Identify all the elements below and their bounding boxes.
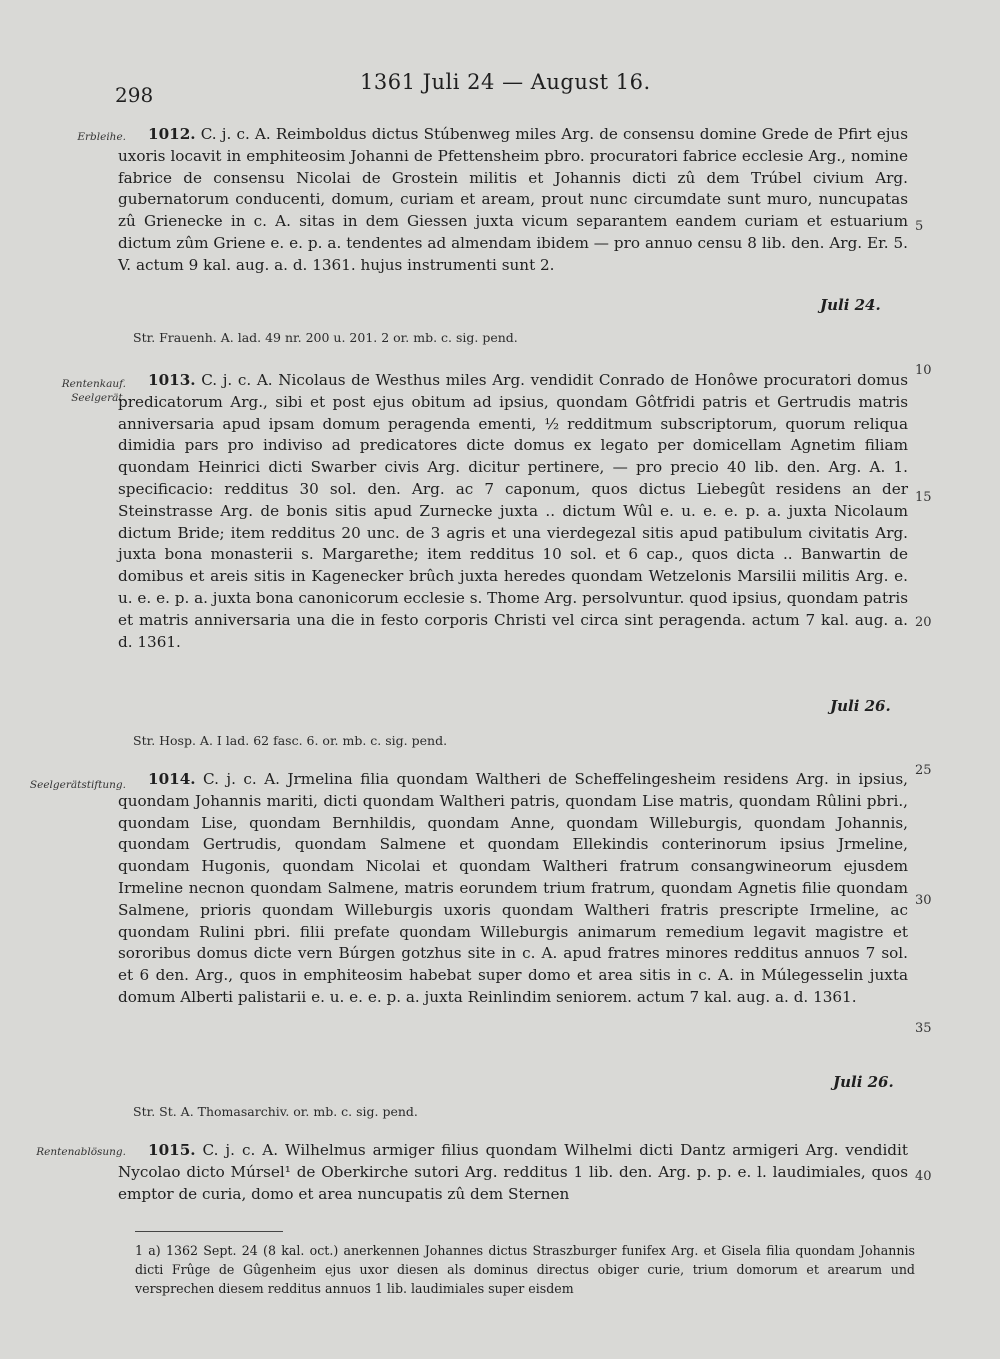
margin-note-1014: Seelgerätstiftung. [29, 779, 126, 791]
entry-date: Juli 24. [820, 296, 881, 314]
page-number: 298 [115, 83, 154, 107]
line-number: 20 [915, 615, 932, 630]
entry-number: 1014. [148, 770, 196, 788]
source-citation: Str. Frauenh. A. lad. 49 nr. 200 u. 201. 2 or. mb. c. sig. pend. [133, 330, 518, 345]
entry-1015 [118, 1140, 908, 1205]
line-number: 35 [915, 1021, 932, 1036]
margin-note-1012: Erbleihe. [77, 131, 126, 143]
line-number: 10 [915, 363, 932, 378]
source-citation: Str. St. A. Thomasarchiv. or. mb. c. sig. pend. [133, 1104, 418, 1119]
margin-note-1015: Rentenablösung. [36, 1146, 126, 1158]
entry-text: C. j. c. A. Nicolaus de Westhus miles Arg. vendidit Conrado de Honôwe procuratori domus predicatorum Arg., sibi et post ejus obitum ad ipsius, quondam Gôtfridi patris et Gertrudis matris anniversaria apud ipsam domum peragenda ementi, ½ redditmum subscriptorum, quorum reliqua dimidia pars pro indiviso ad predicatores dicte domus ex legato per domicellam Agnetim filiam quondam Heinrici dicti Swarber civis Arg. dicitur pertinere, — pro precio 40 lib. den. Arg. A. 1. specificacio: redditus 30 sol. den. Arg. ac 7 caponum, quos dictus Liebegût residens an der Steinstrasse Arg. de bonis sitis apud Zurnecke juxta .. dictum Wûl e. u. e. e. p. a. juxta Nicolaum dictum Bride; item redditus 20 unc. de 3 agris et una vierdegezal sitis apud patibulum civitatis Arg. juxta bona monasterii s. Margarethe; item redditus 10 sol. et 6 cap., quos dicta .. Banwartin de domibus et areis sitis in Kagenecker brûch juxta heredes quondam Wetzelonis Marsilii militis Arg. e. u. e. e. p. a. juxta bona canonicorum ecclesie s. Thome Arg. persolvuntur. quod ipsius, quondam patris et matris anniversaria una die in festo corporis Christi vel circa sint peragenda. actum 7 kal. aug. a. d. 1361. [118, 371, 908, 651]
line-number: 25 [915, 763, 932, 778]
entry-date: Juli 26. [833, 1073, 894, 1091]
entry-text: C. j. c. A. Jrmelina filia quondam Waltheri de Scheffelingesheim residens Arg. in ipsius, quondam Johannis mariti, dicti quondam Waltheri patris, quondam Lise matris, quondam Rûlini pbri., quondam Lise, quondam Bernhildis, quondam Anne, quondam Willeburgis, quondam Johannis, quondam Gertrudis, quondam Salmene et quondam Ellekindis conterinorum ipsius Jrmeline, quondam Hugonis, quondam Nicolai et quondam Waltheri fratrum consangwineorum ejusdem Irmeline necnon quondam Salmene, matris eorundem trium fratrum, quondam Agnetis filie quondam Salmene, prioris quondam Willeburgis uxoris quondam Waltheri fratris prescripte Irmeline, ac quondam Rulini pbri. filii prefate quondam Willeburgis animarum remedium legavit magistre et sororibus domus dicte vern Búrgen gotzhus site in c. A. apud fratres minores redditus annuos 7 sol. et 6 den. Arg., quos in emphiteosim habebat super domo et area sitis in c. A. in Múlegesselin juxta domum Alberti palistarii e. u. e. e. p. a. juxta Reinlindim seniorem. actum 7 kal. aug. a. d. 1361. [118, 770, 909, 1006]
entry-1014 [118, 769, 908, 1009]
line-number: 5 [915, 219, 924, 234]
entry-text: C. j. c. A. Reimboldus dictus Stúbenweg miles Arg. de consensu domine Grede de Pfirt ejus uxoris locavit in emphiteosim Johanni de Pfettensheim pbro. procuratori fabrice ecclesie Arg., nomine fabrice de consensu Nicolai de Grostein militis et Johannis dicti zû dem Trúbel civium Arg. gubernatorum conducenti, domum, curiam et aream, prout nunc circumdate sunt muro, nuncupatas zû Grienecke in c. A. sitas in dem Giessen juxta vicum separantem eandem curiam et estuarium dictum zûm Griene e. e. p. a. tendentes ad almendam ibidem — pro annuo censu 8 lib. den. Arg. Er. 5. V. actum 9 kal. aug. a. d. 1361. hujus instrumenti sunt 2. [118, 125, 909, 274]
entry-number: 1013. [148, 371, 196, 389]
footnote-rule [135, 1231, 283, 1232]
line-number: 40 [915, 1169, 932, 1184]
line-number: 15 [915, 490, 932, 505]
running-head: 1361 Juli 24 — August 16. [360, 70, 651, 94]
entry-number: 1012. [148, 125, 196, 143]
entry-date: Juli 26. [830, 697, 891, 715]
footnote: 1 a) 1362 Sept. 24 (8 kal. oct.) anerkennen Johannes dictus Straszburger funifex Arg. et Gisela filia quondam Johannis dicti Frûge de Gûgenheim ejus uxor diesen als dominus directus obiger curie, trium domorum et arearum und versprechen diesem redditus annuos 1 lib. laudimiales super eisdem [135, 1243, 915, 1296]
entry-number: 1015. [148, 1141, 196, 1159]
entry-text: C. j. c. A. Wilhelmus armiger filius quondam Wilhelmi dicti Dantz armigeri Arg. vendidit Nycolao dicto Múrsel¹ de Oberkirche sutori Arg. redditus 1 lib. den. Arg. p. p. e. l. laudimiales, quos emptor de curia, domo et area nuncupatis zû dem Sternen [118, 1141, 908, 1203]
source-citation: Str. Hosp. A. I lad. 62 fasc. 6. or. mb. c. sig. pend. [133, 733, 448, 748]
entry-1013 [118, 370, 908, 653]
margin-note-1013: Rentenkauf. Seelgerät. [61, 378, 126, 404]
entry-1012 [118, 124, 908, 277]
line-number: 30 [915, 893, 932, 908]
